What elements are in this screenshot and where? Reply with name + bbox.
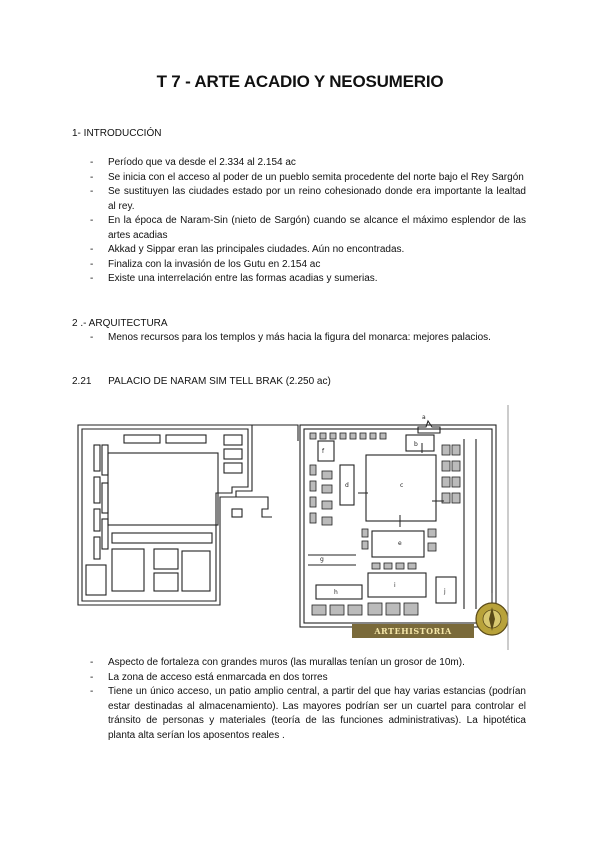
plan-label: h [334, 589, 338, 596]
plan-label: b [414, 441, 418, 448]
plan-label: e [398, 540, 402, 547]
list-item: - En la época de Naram-Sin (nieto de Sargón) cuando se alcance el máximo esplendor de las artes acadias [90, 215, 526, 241]
plan-label: f [322, 448, 325, 455]
palacio-list [90, 656, 526, 743]
intro-heading: 1- INTRODUCCIÓN [72, 128, 162, 139]
list-item: - Akkad y Sippar eran las principales ciudades. Aún no encontradas. [90, 244, 405, 255]
plan-label: g [320, 556, 324, 563]
palace-floor-plan [72, 405, 512, 650]
list-item: - Aspecto de fortaleza con grandes muros (las murallas tenían un grosor de 10m). [90, 657, 465, 668]
list-item: - Período que va desde el 2.334 al 2.154 ac [90, 157, 296, 168]
list-item: - Se inicia con el acceso al poder de un pueblo semita procedente del norte bajo el Rey Sargón [90, 171, 524, 183]
arquitectura-heading: 2 .- ARQUITECTURA [72, 318, 168, 329]
plan-label: j [444, 588, 446, 595]
list-item: - Existe una interrelación entre las formas acadias y sumerias. [90, 273, 378, 284]
arquitectura-list [90, 331, 526, 346]
plan-label: i [394, 582, 396, 589]
palacio-heading: 2.21 PALACIO DE NARAM SIM TELL BRAK (2.250 ac) [72, 376, 331, 387]
plan-label: d [345, 482, 349, 489]
list-item: - Menos recursos para los templos y más hacia la figura del monarca: mejores palacios. [90, 332, 491, 343]
artehistoria-logo: ARTEHISTORIA [352, 624, 474, 638]
plan-label: c [400, 482, 404, 489]
list-item: - La zona de acceso está enmarcada en dos torres [90, 671, 328, 683]
plan-label: a [422, 414, 426, 421]
list-item: - Se sustituyen las ciudades estado por un reino cohesionado donde era importante la lealtad al rey. [90, 186, 526, 212]
intro-list [90, 156, 526, 287]
page-title: T 7 - ARTE ACADIO Y NEOSUMERIO [156, 72, 444, 91]
list-item: - Finaliza con la invasión de los Gutu en 2.154 ac [90, 258, 321, 270]
floor-plan-drawing [72, 405, 512, 650]
list-item: - Tiene un único acceso, un patio amplio central, a partir del que hay varias estancias (podrían estar destinadas al almacenamiento). Las mayores podrían ser un cuartel para controlar el tránsito de personas y materiales (teoría de las funciones administrativas). La hipotética planta alta serían los aposentos reales . [90, 686, 526, 741]
